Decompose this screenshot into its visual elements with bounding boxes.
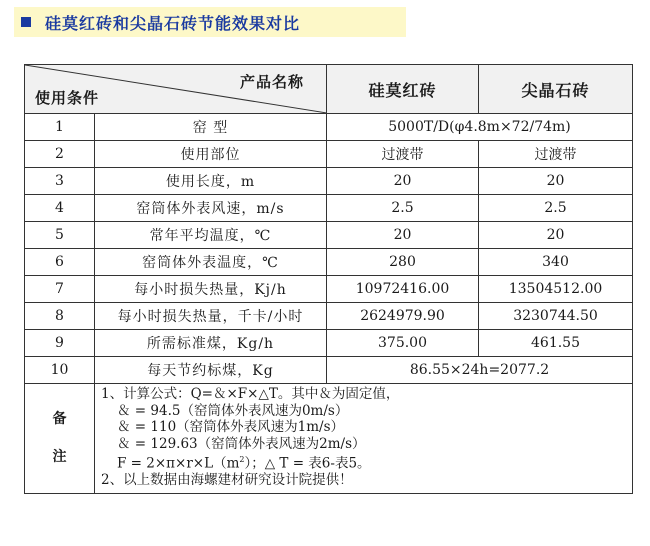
condition-label: 使用条件 xyxy=(35,89,100,107)
merged-value-cell: 86.55×24h=2077.2 xyxy=(327,357,633,384)
square-bullet-icon xyxy=(21,17,31,27)
row-number: 2 xyxy=(25,141,95,168)
row-number: 7 xyxy=(25,276,95,303)
row-number: 3 xyxy=(25,168,95,195)
table-row xyxy=(25,330,633,357)
value-b-cell: 13504512.00 xyxy=(479,276,633,303)
table-row xyxy=(25,357,633,384)
comparison-table xyxy=(24,64,633,494)
row-number: 8 xyxy=(25,303,95,330)
note-line: ＆ = 110（窑筒体外表风速为1m/s） xyxy=(117,419,345,435)
value-a-cell: 375.00 xyxy=(327,330,479,357)
table-row xyxy=(25,276,633,303)
table-row xyxy=(25,249,633,276)
value-a-cell: 10972416.00 xyxy=(327,276,479,303)
value-b-cell: 461.55 xyxy=(479,330,633,357)
value-b-cell: 2.5 xyxy=(479,195,633,222)
condition-cell: 窑筒体外表风速，m/s xyxy=(95,195,327,222)
condition-cell: 常年平均温度，℃ xyxy=(95,222,327,249)
condition-cell: 窑 型 xyxy=(95,114,327,141)
table-row xyxy=(25,141,633,168)
value-a-cell: 280 xyxy=(327,249,479,276)
value-a-cell: 20 xyxy=(327,222,479,249)
row-number: 1 xyxy=(25,114,95,141)
condition-cell: 所需标准煤，Kg/h xyxy=(95,330,327,357)
value-a-cell: 2624979.90 xyxy=(327,303,479,330)
table-row xyxy=(25,222,633,249)
notes-label-cell xyxy=(25,384,95,494)
notes-content xyxy=(95,384,633,494)
notes-label-top: 备 xyxy=(52,411,67,428)
condition-cell: 每天节约标煤，Kg xyxy=(95,357,327,384)
note-line xyxy=(101,452,632,472)
diagonal-header-cell xyxy=(25,65,327,114)
table-header-row xyxy=(25,65,633,114)
value-b-cell: 20 xyxy=(479,168,633,195)
column-header-b: 尖晶石砖 xyxy=(479,65,633,114)
row-number: 10 xyxy=(25,357,95,384)
title-bar xyxy=(14,7,406,37)
table-row xyxy=(25,303,633,330)
row-number: 4 xyxy=(25,195,95,222)
row-number: 5 xyxy=(25,222,95,249)
value-b-cell: 过渡带 xyxy=(479,141,633,168)
merged-value-cell: 5000T/D(φ4.8m×72/74m) xyxy=(327,114,633,141)
product-name-label: 产品名称 xyxy=(239,73,304,91)
value-b-cell: 3230744.50 xyxy=(479,303,633,330)
table-row xyxy=(25,114,633,141)
value-a-cell: 20 xyxy=(327,168,479,195)
notes-label-bottom: 注 xyxy=(52,449,67,466)
value-b-cell: 340 xyxy=(479,249,633,276)
condition-cell: 使用长度，m xyxy=(95,168,327,195)
value-b-cell: 20 xyxy=(479,222,633,249)
value-a-cell: 过渡带 xyxy=(327,141,479,168)
page-title: 硅莫红砖和尖晶石砖节能效果对比 xyxy=(45,13,301,33)
note-formula-b: ）；△ T = 表6-表5。 xyxy=(244,455,371,472)
condition-cell: 每小时损失热量，千卡/小时 xyxy=(95,303,327,330)
note-line: ＆ = 129.63（窑筒体外表风速为2m/s） xyxy=(117,435,366,452)
note-line: 1、计算公式：Q=＆×F×△T。其中＆为固定值， xyxy=(101,386,400,402)
note-formula-sup: 2 xyxy=(239,455,245,464)
column-header-a: 硅莫红砖 xyxy=(327,65,479,114)
note-line: ＆ = 94.5（窑筒体外表风速为0m/s） xyxy=(117,402,349,419)
condition-cell: 使用部位 xyxy=(95,141,327,168)
condition-cell: 每小时损失热量，Kj/h xyxy=(95,276,327,303)
notes-row xyxy=(25,384,633,494)
row-number: 6 xyxy=(25,249,95,276)
table-row xyxy=(25,168,633,195)
note-line: 2、以上数据由海螺建材研究设计院提供！ xyxy=(101,472,353,488)
value-a-cell: 2.5 xyxy=(327,195,479,222)
table-row xyxy=(25,195,633,222)
note-formula-a: F = 2×π×r×L（m xyxy=(117,455,240,472)
row-number: 9 xyxy=(25,330,95,357)
condition-cell: 窑筒体外表温度，℃ xyxy=(95,249,327,276)
